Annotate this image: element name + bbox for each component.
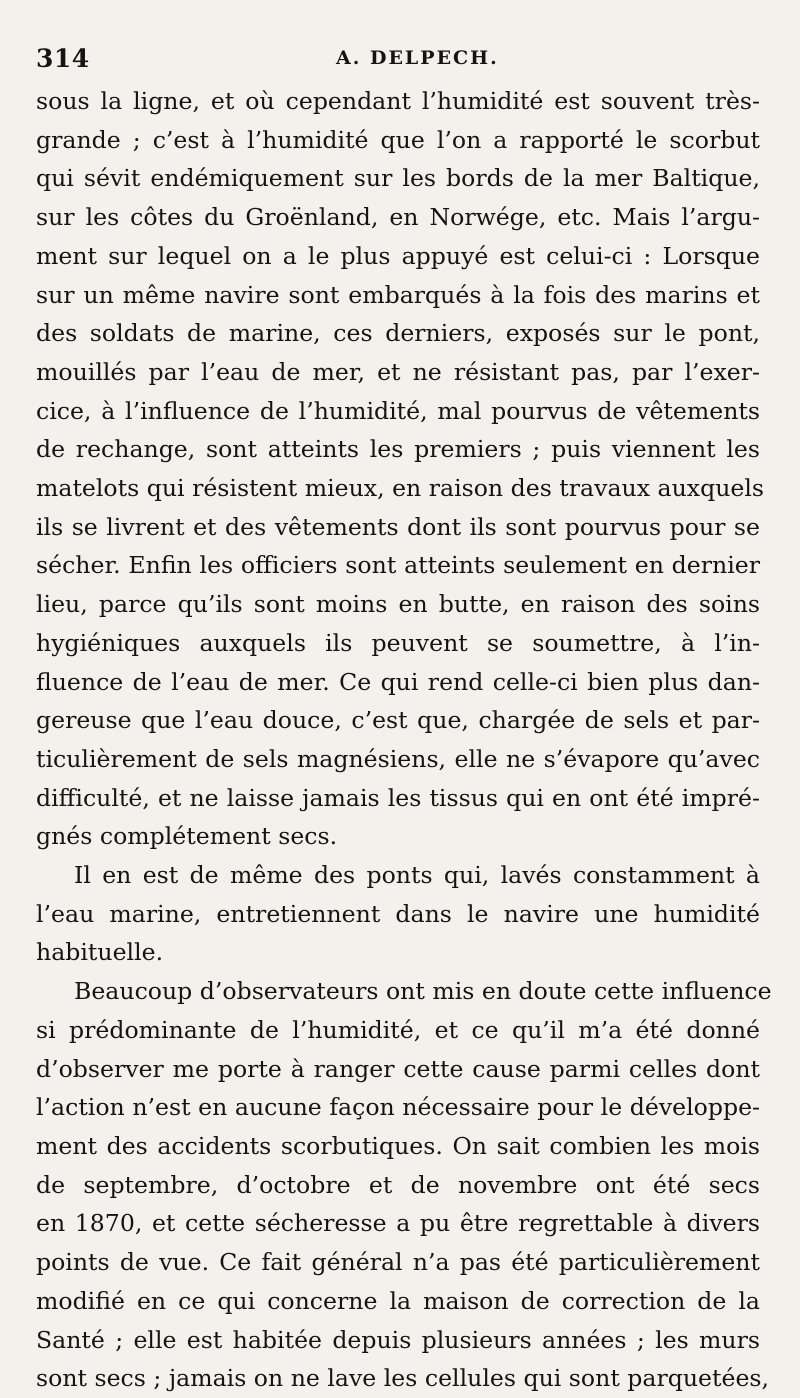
paragraph xyxy=(36,856,760,972)
paragraph xyxy=(36,972,772,1398)
text-line: Santé ; elle est habitée depuis plusieurs années ; les murs xyxy=(36,1325,760,1354)
text-line: ils se livrent et des vêtements dont ils sont pourvus pour se xyxy=(36,512,760,541)
running-head xyxy=(36,38,760,82)
text-line: si prédominante de l’humidité, et ce qu’il m’a été donné xyxy=(36,1015,760,1044)
page-number: 314 xyxy=(36,44,90,73)
text-line: ment sur lequel on a le plus appuyé est celui-ci : Lorsque xyxy=(36,241,760,270)
text-line: gereuse que l’eau douce, c’est que, chargée de sels et par- xyxy=(36,706,760,735)
text-line: ticulièrement de sels magnésiens, elle ne s’évapore qu’avec xyxy=(36,744,760,773)
text-line: sur un même navire sont embarqués à la fois des marins et xyxy=(36,280,760,309)
text-line: lieu, parce qu’ils sont moins en butte, en raison des soins xyxy=(36,590,760,619)
text-line: mouillés par l’eau de mer, et ne résistant pas, par l’exer- xyxy=(36,357,760,386)
text-line: de rechange, sont atteints les premiers ; puis viennent les xyxy=(36,435,760,464)
text-line: qui sévit endémiquement sur les bords de la mer Baltique, xyxy=(36,164,760,193)
text-line: points de vue. Ce fait général n’a pas été particulièrement xyxy=(36,1248,760,1277)
text-line: d’observer me porte à ranger cette cause parmi celles dont xyxy=(36,1054,760,1083)
text-line: des soldats de marine, ces derniers, exposés sur le pont, xyxy=(36,319,760,348)
text-line: cice, à l’influence de l’humidité, mal pourvus de vêtements xyxy=(36,396,760,425)
text-line: en 1870, et cette sécheresse a pu être regrettable à divers xyxy=(36,1209,760,1238)
text-line: hygiéniques auxquels ils peuvent se soumettre, à l’in- xyxy=(36,628,760,657)
text-line: sur les côtes du Groënland, en Norwége, etc. Mais l’argu- xyxy=(36,203,760,232)
text-line: habituelle. xyxy=(36,938,164,967)
running-title: A. DELPECH. xyxy=(336,47,499,69)
text-line: matelots qui résistent mieux, en raison des travaux auxquels xyxy=(36,474,765,503)
text-line: ment des accidents scorbutiques. On sait combien les mois xyxy=(36,1131,760,1160)
paragraph xyxy=(36,82,765,856)
text-line: difficulté, et ne laisse jamais les tissus qui en ont été impré- xyxy=(36,783,760,812)
text-line: modifié en ce qui concerne la maison de correction de la xyxy=(36,1286,760,1315)
text-line: sous la ligne, et où cependant l’humidité est souvent très- xyxy=(36,87,760,115)
text-line: grande ; c’est à l’humidité que l’on a rapporté le scorbut xyxy=(36,125,760,154)
text-line: l’action n’est en aucune façon nécessaire pour le développe- xyxy=(36,1093,760,1122)
text-line: Il en est de même des ponts qui, lavés constamment à xyxy=(74,861,760,890)
text-line: l’eau marine, entretiennent dans le navire une humidité xyxy=(36,899,760,928)
text-line: sécher. Enfin les officiers sont atteints seulement en dernier xyxy=(36,551,760,580)
body-text xyxy=(36,82,772,1398)
text-line: de septembre, d’octobre et de novembre ont été secs xyxy=(36,1170,760,1199)
text-line: Beaucoup d’observateurs ont mis en doute cette influence xyxy=(74,977,772,1006)
text-line: sont secs ; jamais on ne lave les cellules qui sont parquetées, xyxy=(36,1364,770,1393)
text-line: gnés complétement secs. xyxy=(36,822,338,851)
text-line: fluence de l’eau de mer. Ce qui rend celle-ci bien plus dan- xyxy=(36,667,760,696)
